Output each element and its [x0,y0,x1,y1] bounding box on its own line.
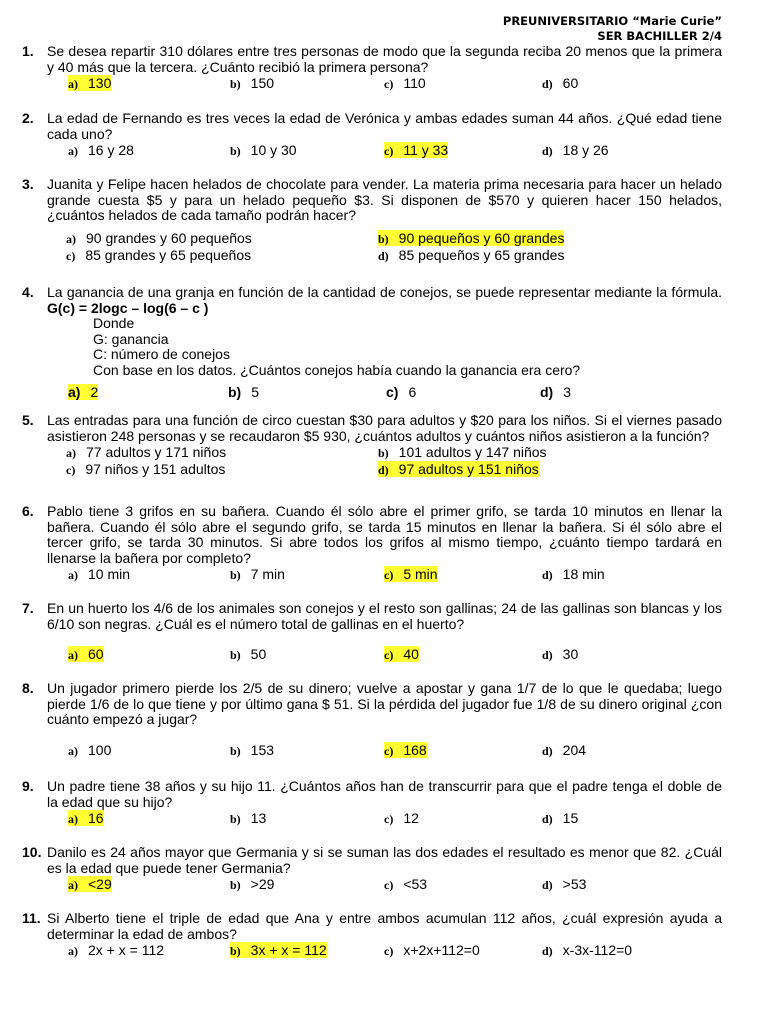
answer-option-a[interactable] [68,76,111,93]
answer-options [22,943,722,959]
question-number: 7. [22,600,34,616]
question-statement: La ganancia de una granja en función de la cantidad de conejos, se puede representar mediante la fórmula. [47,284,722,300]
answer-option-d[interactable] [540,385,571,401]
option-letter: d) [542,144,553,158]
option-value: 85 pequeños y 65 grandes [398,246,565,263]
option-letter: d) [378,463,389,477]
answer [542,75,578,91]
option-letter: b) [230,878,241,892]
option-value: x-3x-112=0 [562,942,633,958]
option-value: 7 min [250,566,285,582]
option-value: 5 min [403,566,438,582]
question-text [47,285,722,316]
answer [230,810,266,826]
option-letter: b) [230,648,241,662]
answer [384,942,480,958]
answer [542,742,586,758]
answer-options [22,647,722,663]
answer [66,230,252,246]
question-1 [22,44,722,92]
answer [384,75,426,91]
question-statement: Danilo es 24 años mayor que Germania y si se suman las dos edades el resultado es menor que 82. ¿Cuál es la edad que puede tener Germania? [47,844,722,876]
option-letter: a) [66,231,76,246]
answer-option-d[interactable] [542,943,632,960]
option-value: 16 [88,810,104,826]
question-statement: Pablo tiene 3 grifos en su bañera. Cuando él sólo abre el primer grifo, se tarda 10 minutos en llenar la bañera. Cuando él sólo abre el segundo grifo, se tarda 15 minutos en llenar la bañera. Si él sólo abre el tercer grifo, se tarda 30 minutos. Si abre todos los grifos al mismo tiempo, ¿cuánto tiempo tardará en llenarse la bañera por completo? [47,503,722,566]
answer-option-d[interactable] [378,462,539,479]
answer-option-c[interactable] [384,647,419,664]
highlighted-answer [378,230,564,246]
option-value: 101 adultos y 147 niños [398,444,547,460]
answer-option-b[interactable] [230,811,266,828]
answer-option-a[interactable] [68,943,164,960]
option-value: 50 [250,646,267,662]
option-letter: d) [542,648,553,662]
option-letter: d) [542,878,553,892]
answer-option-c[interactable] [384,567,438,584]
option-value: 13 [250,810,267,826]
answer [542,810,578,826]
answer-option-d[interactable] [542,143,609,160]
answer-options [22,877,722,893]
answer-option-b[interactable] [230,877,274,894]
option-value: >53 [562,876,587,892]
question-statement: En un huerto los 4/6 de los animales son conejos y el resto son gallinas; 24 de las gallinas son blancas y los 6/10 son negras. ¿Cuál es el número total de gallinas en el huerto? [47,600,722,632]
option-value: 40 [403,646,419,662]
option-letter: b) [230,77,241,91]
option-value: 90 pequeños y 60 grandes [398,229,565,246]
option-letter: b) [230,144,241,158]
highlighted-answer [230,942,327,958]
option-letter: c) [384,812,394,826]
option-value: 60 [88,646,104,662]
question-text [47,413,722,444]
option-value: 12 [403,810,419,826]
option-value: x+2x+112=0 [403,942,480,958]
answer [230,876,274,892]
option-value: 97 adultos y 151 niños [398,461,539,477]
answer-option-b[interactable] [378,231,564,248]
question-text [47,681,722,728]
question-statement: Juanita y Felipe hacen helados de chocolate para vender. La materia prima necesaria para hacer un helado grande cuesta $5 y para un helado pequeño $3. Si disponen de $570 y quieren hacer 150 helados, ¿cuántos helados de cada tamaño podrán hacer? [47,176,722,223]
option-letter: c) [66,463,76,477]
answer-option-d[interactable] [542,743,586,760]
question-statement: Se desea repartir 310 dólares entre tres personas de modo que la segunda reciba 20 menos que la primera y 40 más que la tercera. ¿Cuánto recibió la primera persona? [47,43,722,75]
answer [542,876,586,892]
answer [542,942,632,958]
answer-options [22,76,722,92]
option-letter: c) [384,878,394,892]
option-letter: c) [384,77,394,91]
answer [228,384,259,400]
header-institution: PREUNIVERSITARIO “Marie Curie” [502,14,722,28]
question-text [47,845,722,876]
question-4 [22,285,722,401]
question-number: 6. [22,503,34,519]
answer [230,646,266,662]
answer-option-b[interactable] [230,647,266,664]
question-statement: Un padre tiene 38 años y su hijo 11. ¿Cuántos años han de transcurrir para que el padre tenga el doble de la edad que su hijo? [47,778,722,810]
answer [68,942,164,958]
answer-option-d[interactable] [378,248,564,265]
option-letter: d) [540,384,554,400]
answer-options [22,811,722,827]
option-letter: b) [378,231,389,246]
option-value: 204 [562,741,587,758]
question-number: 11. [22,910,41,926]
option-letter: b) [230,812,241,826]
option-letter: b) [228,384,242,400]
answer-option-a[interactable] [68,647,104,664]
option-value: 30 [562,646,579,662]
highlighted-answer [384,142,448,158]
highlighted-answer [378,461,539,477]
option-letter: d) [542,77,553,91]
answer-options [22,567,722,583]
option-value: 6 [408,384,417,400]
option-value: <29 [88,876,112,892]
option-letter: b) [230,944,241,958]
question-2 [22,111,722,159]
option-letter: a) [68,878,78,892]
option-letter: b) [230,568,241,582]
option-value: 90 grandes y 60 pequeños [86,229,252,246]
answer-option-d[interactable] [542,76,578,93]
highlighted-answer [68,75,111,91]
answer [384,876,427,892]
option-letter: b) [230,743,241,758]
answer [66,444,226,460]
question-subline: Con base en los datos. ¿Cuántos conejos había cuando la ganancia era cero? [93,361,581,378]
option-letter: a) [68,944,78,958]
answer-option-d[interactable] [542,647,578,664]
question-text [47,44,722,75]
formula: G(c) = 2logc – log(6 – c ) [47,299,209,316]
option-letter: a) [68,568,78,582]
option-letter: d) [542,944,553,958]
answer-option-c[interactable] [386,385,416,401]
question-number: 2. [22,110,34,126]
answer-option-b[interactable] [230,76,274,93]
option-value: 153 [250,741,275,758]
option-letter: d) [542,568,553,582]
question-number: 8. [22,680,34,696]
option-value: 5 [251,384,260,400]
answer [542,646,578,662]
highlighted-answer [384,742,427,758]
question-11 [22,911,722,959]
answer [66,461,225,477]
question-8 [22,681,722,759]
option-letter: a) [68,648,78,662]
option-value: 97 niños y 151 adultos [85,461,226,477]
answer [230,75,274,91]
answer-option-d[interactable] [542,877,586,894]
question-subline: G: ganancia [93,330,169,347]
answer [230,566,285,582]
answer [542,566,605,582]
option-value: 60 [562,75,579,91]
option-letter: a) [68,743,78,758]
answer-option-b[interactable] [378,445,547,462]
option-letter: c) [66,248,76,263]
option-letter: c) [384,944,394,958]
highlighted-answer [68,876,112,892]
answer [540,384,571,400]
answer [68,742,111,758]
option-letter: a) [68,384,81,400]
answer-option-a[interactable] [66,445,226,462]
document-header [503,14,722,44]
answer [68,142,134,158]
highlighted-answer [68,646,104,662]
option-value: 16 y 28 [88,142,134,158]
answer-option-a[interactable] [68,811,104,828]
answer-options [22,231,722,247]
answer-option-a[interactable] [68,877,112,894]
option-value: 168 [403,741,427,758]
question-number: 5. [22,412,34,428]
option-value: 15 [562,810,579,826]
option-letter: c) [384,568,394,582]
option-letter: c) [384,743,394,758]
answer-option-c[interactable] [384,743,427,760]
answer [386,384,416,400]
answer [230,142,297,158]
question-5 [22,413,722,478]
question-subline: C: número de conejos [93,346,230,362]
option-letter: c) [386,384,399,400]
option-value: 85 grandes y 65 pequeños [85,246,252,263]
option-letter: a) [68,77,78,91]
option-value: >29 [250,876,275,892]
option-value: 2x + x = 112 [88,942,165,958]
option-value: 18 y 26 [562,142,609,158]
answer-options [22,462,722,478]
option-value: 100 [88,741,112,758]
answer [230,742,274,758]
question-number: 3. [22,176,34,192]
option-value: 10 min [88,566,131,582]
answer-option-c[interactable] [384,76,426,93]
answer-option-a[interactable] [68,567,130,584]
option-value: 10 y 30 [250,142,297,158]
option-letter: b) [378,446,389,460]
question-text [47,911,722,942]
option-letter: c) [384,648,394,662]
answer-option-c[interactable] [384,143,448,160]
answer-option-c[interactable] [66,248,251,265]
answer-option-c[interactable] [384,943,480,960]
option-letter: d) [542,743,553,758]
question-statement: La edad de Fernando es tres veces la edad de Verónica y ambas edades suman 44 años. ¿Qué edad tiene cada uno? [47,110,722,142]
highlighted-answer [68,810,104,826]
question-7 [22,601,722,663]
answer-option-d[interactable] [542,567,605,584]
header-subtitle: SER BACHILLER 2/4 [597,29,722,43]
answer-options [22,743,722,759]
answer-option-a[interactable] [68,743,111,760]
answer-option-b[interactable] [230,567,285,584]
highlighted-answer [68,384,98,400]
answer [68,566,130,582]
option-value: 130 [88,75,112,91]
option-value: 2 [90,384,99,400]
answer-options [22,385,722,401]
question-statement: Un jugador primero pierde los 2/5 de su dinero; vuelve a apostar y gana 1/7 de lo que le quedaba; luego pierde 1/6 de lo que tiene y por último gana $ 51. Si la pérdida del jugador fue 1/8 de su dinero original ¿con cuánto empezó a jugar? [47,680,722,727]
question-text [47,601,722,632]
option-value: <53 [403,876,428,892]
answer [384,810,419,826]
question-subline: Donde [93,315,135,331]
answer-options [22,143,722,159]
answer-option-c[interactable] [384,877,427,894]
answer [66,247,251,263]
option-value: 77 adultos y 171 niños [86,444,227,460]
answer-option-b[interactable] [228,385,259,401]
option-letter: d) [378,248,389,263]
highlighted-answer [384,646,419,662]
answer [378,247,564,263]
option-value: 18 min [562,566,605,582]
option-value: 110 [403,75,426,91]
question-text [47,504,722,566]
option-value: 3 [563,384,572,400]
option-letter: c) [384,144,394,158]
question-6 [22,504,722,583]
question-number: 1. [22,43,34,59]
question-text [47,177,722,224]
answer-option-b[interactable] [230,743,274,760]
answer [378,444,547,460]
question-3 [22,177,722,264]
option-letter: a) [66,446,76,460]
question-text [47,779,722,810]
answer-options [22,248,722,264]
question-number: 9. [22,778,34,794]
question-text [47,111,722,142]
answer-option-d[interactable] [542,811,578,828]
question-statement: Las entradas para una función de circo cuestan $30 para adultos y $20 para los niños. Si el viernes pasado asistieron 248 personas y se recaudaron $5 930, ¿cuántos adultos y cuántos niños asistieron a la función? [47,412,722,444]
option-value: 150 [250,75,275,91]
answer-option-a[interactable] [66,231,252,248]
highlighted-answer [384,566,438,582]
option-letter: a) [68,144,78,158]
question-number: 4. [22,284,34,300]
question-number: 10. [22,844,42,860]
question-9 [22,779,722,827]
answer-options [22,445,722,461]
answer-option-c[interactable] [384,811,419,828]
option-letter: d) [542,812,553,826]
option-value: 3x + x = 112 [250,942,327,958]
answer-option-c[interactable] [66,462,225,479]
question-statement: Si Alberto tiene el triple de edad que Ana y entre ambos acumulan 112 años, ¿cuál expresión ayuda a determinar la edad de ambos? [47,910,722,942]
option-letter: a) [68,812,78,826]
answer-option-a[interactable] [68,385,98,401]
answer [542,142,609,158]
question-10 [22,845,722,893]
answer-option-b[interactable] [230,143,297,160]
answer-option-a[interactable] [68,143,134,160]
option-value: 11 y 33 [403,142,449,158]
answer-option-b[interactable] [230,943,327,960]
